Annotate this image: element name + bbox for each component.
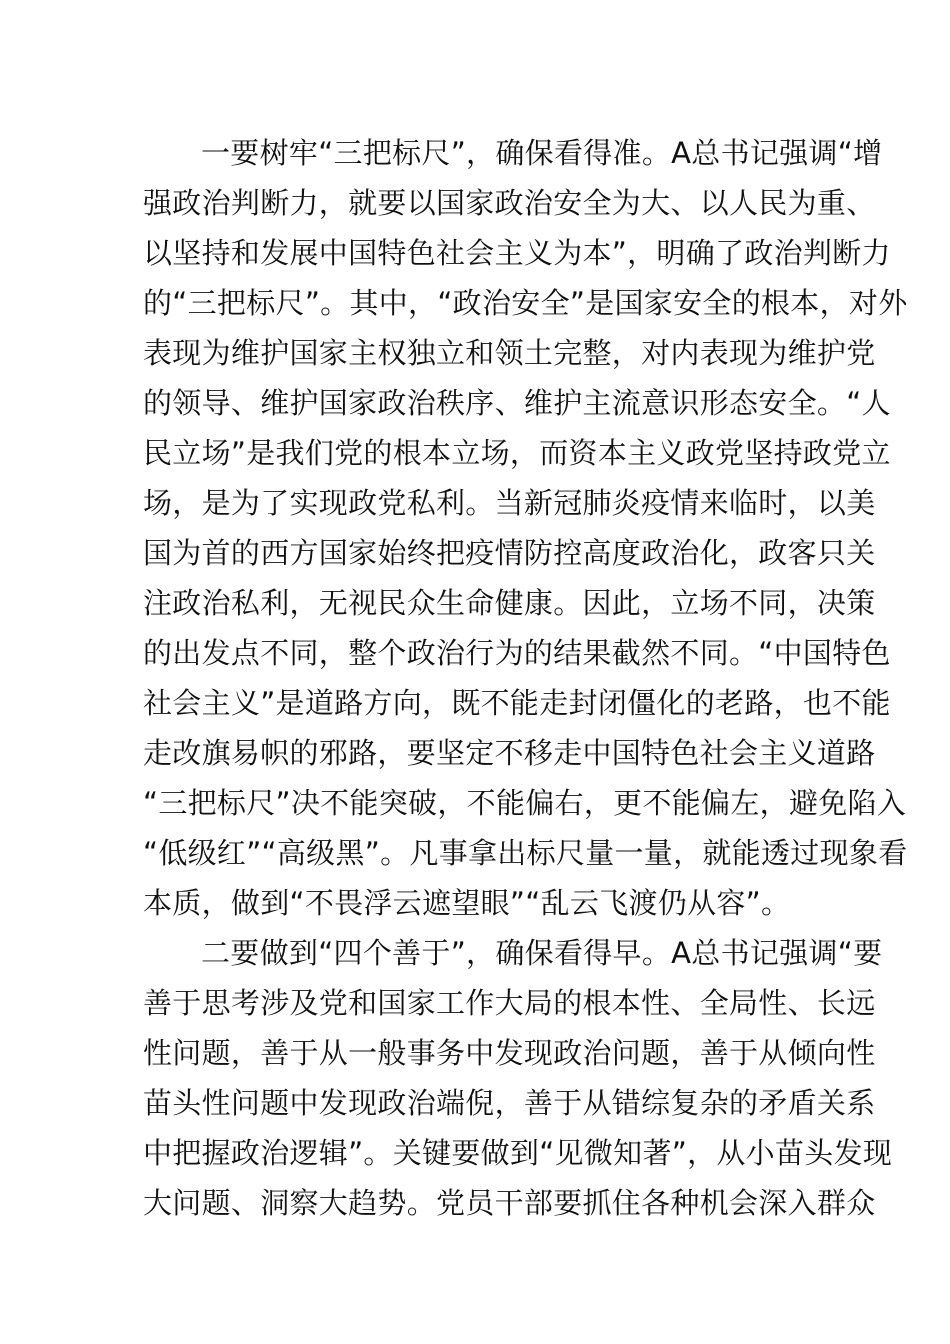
- text-line: 注政治私利，无视民众生命健康。因此，立场不同，决策: [143, 586, 876, 620]
- text-line: 强政治判断力，就要以国家政治安全为大、以人民为重、: [143, 186, 876, 220]
- text-line: 善于思考涉及党和国家工作大局的根本性、全局性、长远: [143, 986, 876, 1020]
- paragraph-2: [143, 928, 893, 1228]
- text-line: 民立场”是我们党的根本立场，而资本主义政党坚持政党立: [143, 436, 891, 470]
- text-line: 的出发点不同，整个政治行为的结果截然不同。“中国特色: [143, 636, 891, 670]
- text-line: “低级红”“高级黑”。凡事拿出标尺量一量，就能透过现象看: [143, 836, 908, 870]
- text-line: 走改旗易帜的邪路，要坚定不移走中国特色社会主义道路: [143, 736, 876, 770]
- text-line: 二要做到“四个善于”，确保看得早。A总书记强调“要: [201, 936, 883, 970]
- text-line: “三把标尺”决不能突破，不能偏右，更不能偏左，避免陷入: [143, 786, 907, 820]
- text-line: 性问题，善于从一般事务中发现政治问题，善于从倾向性: [143, 1036, 876, 1070]
- text-line: 本质，做到“不畏浮云遮望眼”“乱云飞渡仍从容”。: [143, 886, 791, 920]
- text-line: 大问题、洞察大趋势。党员干部要抓住各种机会深入群众: [143, 1186, 876, 1220]
- text-line: 苗头性问题中发现政治端倪，善于从错综复杂的矛盾关系: [143, 1086, 876, 1120]
- text-line: 的“三把标尺”。其中，“政治安全”是国家安全的根本，对外: [143, 286, 908, 320]
- text-line: 一要树牢“三把标尺”，确保看得准。A总书记强调“增: [201, 136, 883, 170]
- text-line: 国为首的西方国家始终把疫情防控高度政治化，政客只关: [143, 536, 876, 570]
- text-line: 中把握政治逻辑”。关键要做到“见微知著”，从小苗头发现: [143, 1136, 893, 1170]
- text-line: 场，是为了实现政党私利。当新冠肺炎疫情来临时，以美: [143, 486, 876, 520]
- text-line: 表现为维护国家主权独立和领土完整，对内表现为维护党: [143, 336, 876, 370]
- text-line: 的领导、维护国家政治秩序、维护主流意识形态安全。“人: [143, 386, 891, 420]
- text-line: 社会主义”是道路方向，既不能走封闭僵化的老路，也不能: [143, 686, 891, 720]
- document-body: [143, 128, 908, 1228]
- paragraph-1: [143, 128, 908, 928]
- text-line: 以坚持和发展中国特色社会主义为本”，明确了政治判断力: [143, 236, 891, 270]
